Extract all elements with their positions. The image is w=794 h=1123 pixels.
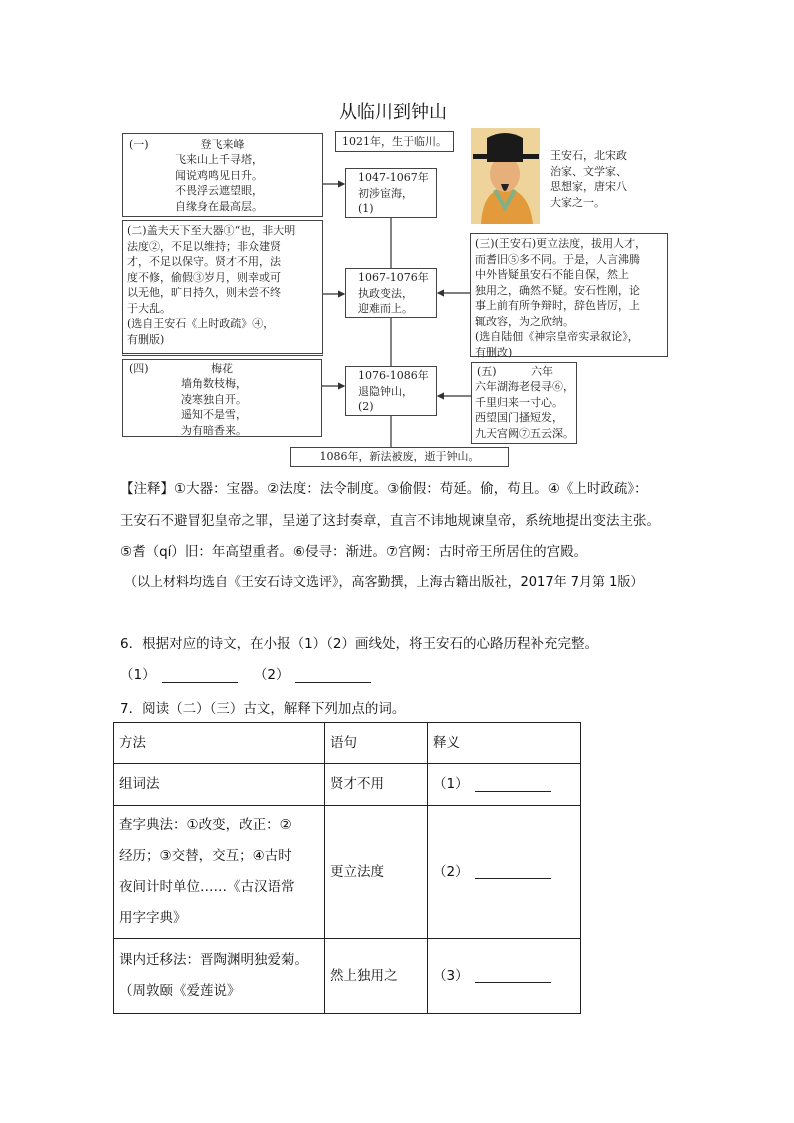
poem-line: 墙角数枝梅， (181, 377, 247, 390)
poem-line: 六年湖海老侵寻⑥， (475, 380, 574, 393)
poem-line: 凌寒独自开。 (181, 392, 247, 406)
answer-cell (428, 764, 581, 806)
poem-line: 遥知不是雪， (181, 408, 247, 421)
method-line: 查字典法：①改变，改正：② (119, 817, 292, 833)
prose-line: (三)(王安石)更立法度，拔用人才， (475, 237, 647, 250)
phrase-cell: 更立法度 (325, 806, 428, 939)
table-header-row (114, 723, 581, 764)
stage-desc: 退隐钟山， (358, 384, 413, 398)
method-line: 课内迁移法：晋陶渊明独爱菊。 (119, 952, 308, 968)
answer-blank-1[interactable] (162, 668, 238, 683)
source-line: 有删版) (127, 332, 165, 346)
header-cell: 释义 (428, 723, 581, 764)
header-cell: 语句 (325, 723, 428, 764)
bio-line: 大家之一。 (550, 195, 605, 209)
stage-box-2 (345, 268, 437, 318)
stage-box-1 (345, 168, 437, 218)
answer-cell (428, 806, 581, 939)
poem-line: 自缘身在最高层。 (175, 199, 263, 213)
phrase-cell: 然上独用之 (325, 939, 428, 1014)
notes-line: 【注释】①大器：宝器。②法度：法令制度。③偷假：苟延。偷，苟且。④《上时政疏》： (120, 481, 648, 497)
phrase-cell: 贤才不用 (325, 764, 428, 806)
poem-line: 千里归来一寸心。 (475, 395, 563, 409)
source-line: (选自陆佃《神宗皇帝实录叙论》， (475, 330, 639, 343)
answer-label: （3） (433, 967, 469, 984)
poem-line: 不畏浮云遮望眼， (175, 184, 263, 197)
prose-line: 法度②，不足以维持；非众建贤 (127, 239, 281, 253)
method-line: 用字字典》 (119, 910, 187, 926)
prose-line: 于大乱。 (127, 301, 171, 315)
bio-line: 治家、文学家、 (550, 164, 627, 178)
box-tag: (一) (129, 138, 149, 151)
poem-line: 闻说鸡鸣见日升。 (175, 168, 263, 182)
prose-box-3 (470, 233, 668, 357)
source-line: (选自王安石《上时政疏》④， (127, 317, 275, 330)
poem-heading: 登飞来峰 (200, 138, 245, 151)
stage-years: 1047-1067年 (358, 171, 429, 184)
prose-line: 而耆旧⑤多不同。于是，人言沸腾 (475, 252, 640, 266)
stage-years: 1067-1076年 (358, 271, 429, 284)
answer-label: （1） (433, 776, 469, 792)
poem-box-1 (122, 133, 323, 217)
stage-blank: (1) (358, 202, 374, 215)
box-tag: (四) (129, 362, 149, 375)
stage-box-3 (345, 366, 437, 416)
prose-line: 辄改容，为之欣纳。 (475, 314, 574, 328)
prose-line: (二)盖夫天下至大器①“也，非大明 (127, 224, 296, 237)
poem-line: 西望国门搔短发， (475, 411, 563, 424)
stage-desc: 执政变法， (358, 286, 413, 300)
bio-line: 思想家，唐宋八 (550, 180, 627, 193)
prose-line: 以无他，旷日持久，则未尝不终 (127, 286, 281, 299)
prose-line: 独用之，确然不疑。安石性刚，论 (475, 283, 640, 297)
poem-line: 飞来山上千寻塔， (175, 153, 263, 166)
poem-box-4 (122, 359, 322, 437)
bio-line: 王安石，北宋政 (550, 149, 627, 162)
prose-line: 才，不足以保守。贤才不用，法 (127, 255, 281, 268)
birth-box: 1021年，生于临川。 (335, 131, 454, 152)
vocab-table (113, 722, 581, 1014)
source-line: 有删改) (475, 345, 513, 359)
answer-blank[interactable] (475, 968, 551, 983)
method-line: 夜间计时单位……《古汉语常 (119, 879, 295, 895)
prose-line: 度不修，偷假③岁月，则幸或可 (127, 270, 281, 284)
question-6: 6．根据对应的诗文，在小报（1）（2）画线处，将王安石的心路历程补充完整。 (120, 636, 599, 652)
header-cell: 方法 (114, 723, 325, 764)
method-cell (114, 939, 325, 1014)
poem-line: 为有暗香来。 (181, 423, 247, 437)
poem-box-5 (471, 362, 577, 444)
prose-box-2 (122, 220, 323, 356)
notes-source: （以上材料均选自《王安石诗文选评》，高客勤撰，上海古籍出版社，2017年 7月第 1版） (124, 575, 644, 590)
stage-blank: (2) (358, 400, 374, 413)
method-cell (114, 806, 325, 939)
answer-label: （2） (253, 667, 290, 683)
page-title: 从临川到钟山 (339, 102, 447, 123)
stage-desc: 迎难而上。 (358, 302, 413, 315)
death-box: 1086年，新法被废，逝于钟山。 (290, 447, 509, 467)
table-row (114, 806, 581, 939)
answer-label: （2） (433, 863, 469, 880)
method-line: 经历；③交替，交互；④古时 (119, 848, 292, 864)
bio-text (550, 148, 627, 210)
poem-heading: 六年 (531, 365, 553, 378)
prose-line: 事上前有所争辩时，辞色皆厉，上 (475, 299, 640, 312)
answer-blank-2[interactable] (295, 668, 371, 683)
poem-line: 九天宫阙⑦五云深。 (475, 426, 574, 440)
answer-blank[interactable] (475, 864, 551, 879)
table-row (114, 764, 581, 806)
box-tag: (五) (477, 365, 497, 378)
table-row (114, 939, 581, 1014)
answer-label: （1） (120, 667, 156, 683)
question-6-answers (120, 663, 371, 683)
stage-desc: 初涉宦海， (358, 186, 413, 200)
answer-blank[interactable] (475, 777, 551, 792)
answer-cell (428, 939, 581, 1014)
method-line: （周敦颐《爱莲说》 (119, 983, 241, 999)
notes-line: 王安石不避冒犯皇帝之罪，呈递了这封奏章，直言不讳地规谏皇帝，系统地提出变法主张。 (120, 513, 660, 529)
notes-line: ⑤耆（qí）旧：年高望重者。⑥侵寻：渐进。⑦宫阙：古时帝王所居住的宫殿。 (120, 544, 588, 560)
stage-years: 1076-1086年 (358, 369, 429, 382)
question-7: 7．阅读（二）（三）古文，解释下列加点的词。 (120, 701, 406, 717)
wang-anshi-portrait (471, 128, 540, 224)
poem-heading: 梅花 (211, 362, 233, 375)
method-cell: 组词法 (114, 764, 325, 806)
prose-line: 中外皆疑虽安石不能自保，然上 (475, 268, 629, 281)
